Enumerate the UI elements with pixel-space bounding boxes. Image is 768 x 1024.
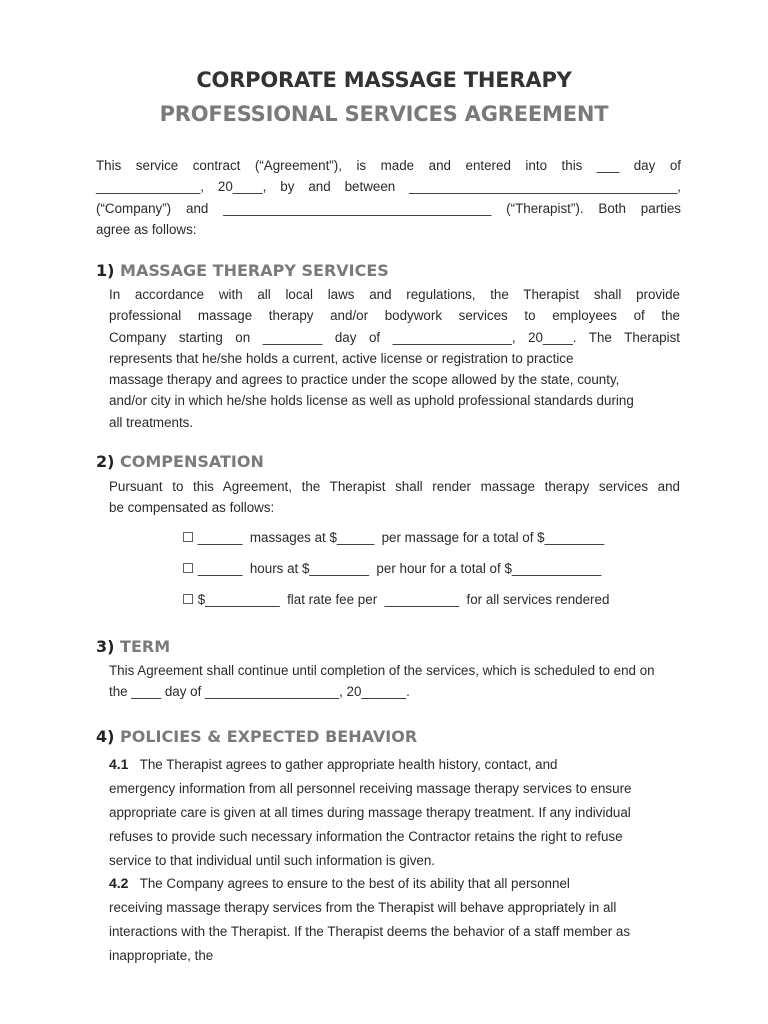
clause-4-1 [109, 752, 674, 873]
section-2-heading [96, 452, 264, 471]
body-line: This Agreement shall continue until completion of the services, which is scheduled to end on [109, 663, 655, 678]
body-line: Pursuant to this Agreement, the Therapist shall render massage therapy services and [109, 479, 680, 494]
clause-line: service to that individual until such information is given. [109, 853, 436, 868]
clause-text: The Therapist agrees to gather appropriate health history, contact, and [139, 757, 558, 772]
intro-line: ______________, 20____, by and between ____________________________________, [96, 179, 681, 195]
body-line: be compensated as follows: [109, 500, 275, 516]
clause-line: emergency information from all personnel receiving massage therapy services to ensure [109, 781, 632, 796]
section-number: 3) [96, 637, 115, 656]
clause-line: refuses to provide such necessary information the Contractor retains the right to refuse [109, 829, 623, 844]
clause-line: interactions with the Therapist. If the Therapist deems the behavior of a staff member as [109, 924, 631, 939]
section-number: 2) [96, 452, 115, 471]
body-line: the ____ day of __________________, 20______. [109, 684, 410, 700]
compensation-option-flat-rate[interactable]: ☐ $__________ flat rate fee per __________ for all services rendered [182, 592, 610, 607]
section-title: MASSAGE THERAPY SERVICES [120, 261, 389, 280]
clause-line: appropriate care is given at all times during massage therapy treatment. If any individual [109, 805, 631, 820]
document-subtitle: PROFESSIONAL SERVICES AGREEMENT [159, 102, 609, 126]
section-number: 4) [96, 727, 115, 746]
intro-line: agree as follows: [96, 221, 197, 237]
section-title: COMPENSATION [120, 452, 264, 471]
clause-line [109, 871, 674, 896]
body-line: represents that he/she holds a current, active license or registration to practice [109, 350, 574, 366]
clause-line [109, 752, 674, 777]
clause-text: The Company agrees to ensure to the best of its ability that all personnel [139, 876, 570, 891]
section-3-heading [96, 637, 170, 656]
body-line: massage therapy and agrees to practice under the scope allowed by the state, county, [109, 372, 620, 388]
clause-4-2 [109, 871, 674, 968]
section-4-heading [96, 727, 417, 746]
intro-paragraph [96, 155, 681, 240]
clause-line: receiving massage therapy services from the Therapist will behave appropriately in all [109, 900, 617, 915]
section-title: POLICIES & EXPECTED BEHAVIOR [120, 727, 418, 746]
section-title: TERM [120, 637, 171, 656]
section-2-body [109, 476, 680, 519]
intro-line: This service contract (“Agreement”), is made and entered into this ___ day of [96, 158, 681, 173]
intro-line: (“Company”) and ____________________________________ (“Therapist”). Both parties [96, 200, 681, 216]
body-line: Company starting on ________ day of ________________, 20____. The Therapist [109, 329, 680, 345]
compensation-option-per-hour[interactable]: ☐ ______ hours at $________ per hour for a total of $____________ [182, 561, 602, 576]
body-line: all treatments. [109, 414, 194, 430]
body-line: In accordance with all local laws and regulations, the Therapist shall provide [109, 287, 680, 302]
section-1-heading [96, 261, 389, 280]
body-line: and/or city in which he/she holds license as well as uphold professional standards during [109, 393, 634, 409]
compensation-option-per-massage[interactable]: ☐ ______ massages at $_____ per massage for a total of $________ [182, 530, 605, 545]
document-title: CORPORATE MASSAGE THERAPY [196, 68, 572, 92]
clause-line: inappropriate, the [109, 948, 214, 963]
section-3-body [109, 660, 684, 703]
body-line: professional massage therapy and/or bodywork services to employees of the [109, 308, 680, 324]
clause-number: 4.2 [109, 875, 129, 891]
section-1-body [109, 284, 680, 433]
section-number: 1) [96, 261, 115, 280]
clause-number: 4.1 [109, 756, 129, 772]
